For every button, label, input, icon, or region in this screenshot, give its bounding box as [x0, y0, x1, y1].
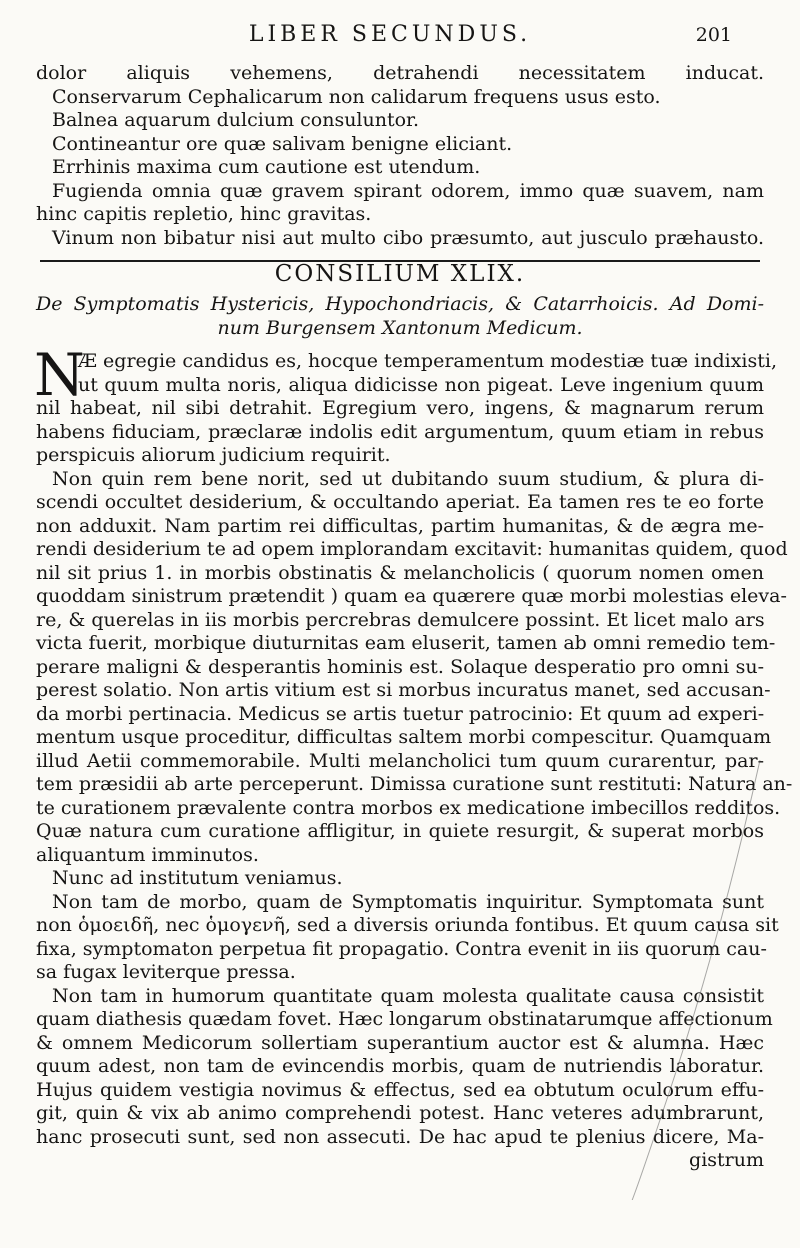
body-line: Non tam in humorum quantitate quam molesta qualitate causa consistit — [52, 984, 764, 1007]
top-section — [36, 62, 764, 250]
body-line: & omnem Medicorum sollertiam superantium auctor est & alumna. Hæc — [36, 1031, 764, 1054]
consilium-title: CONSILIUM XLIX. — [274, 261, 526, 287]
body-line: nil sit prius 1. in morbis obstinatis & melancholicis ( quorum nomen omen — [36, 561, 764, 584]
body-line: illud Aetii commemorabile. Multi melancholici tum quum curarentur, par- — [36, 749, 764, 772]
body-line: quam diathesis quædam fovet. Hæc longarum obstinatarumque affectionum — [36, 1008, 773, 1030]
subtitle-line: De Symptomatis Hystericis, Hypochondriacis, & Catarrhoicis. Ad Domi- — [36, 293, 764, 315]
body-line: Non tam de morbo, quam de Symptomatis inquiritur. Symptomata sunt — [52, 890, 764, 913]
text-line: hinc capitis repletio, hinc gravitas. — [36, 203, 372, 225]
body-line: nil habeat, nil sibi detrahit. Egregium vero, ingens, & magnarum rerum — [36, 397, 764, 419]
text-line: Fugienda omnia quæ gravem spirant odorem, immo quæ suavem, nam — [52, 179, 764, 202]
catchword: gistrum — [689, 1149, 764, 1171]
body-line: hanc prosecuti sunt, sed non assecuti. De hac apud te plenius dicere, Ma- — [36, 1125, 764, 1148]
body-line: aliquantum imminutos. — [36, 843, 259, 866]
page-number: 201 — [695, 24, 732, 46]
running-title: LIBER SECUNDUS. — [248, 22, 532, 47]
body-line: non ὁμοειδῆ, nec ὁμογενῆ, sed a diversis oriunda fontibus. Et quum causa sit — [36, 914, 779, 936]
subtitle-line: num Burgensem Xantonum Medicum. — [217, 317, 583, 339]
body-line: mentum usque proceditur, difficultas saltem morbi compescitur. Quamquam — [36, 726, 772, 748]
body-line: re, & querelas in iis morbis percrebras demulcere possint. Et licet malo ars — [36, 608, 765, 631]
body-line: Quæ natura cum curatione affligitur, in quiete resurgit, & superat morbos — [36, 820, 764, 842]
body-line: ut quum multa noris, aliqua didicisse non pigeat. Leve ingenium quum — [78, 373, 764, 396]
body-line: fixa, symptomaton perpetua fit propagatio. Contra evenit in iis quorum cau- — [36, 937, 767, 960]
body-line: non adduxit. Nam partim rei difficultas, partim humanitas, & de ægra me- — [36, 514, 764, 537]
text-line: Conservarum Cephalicarum non calidarum frequens usus esto. — [52, 85, 661, 108]
body-line: quoddam sinistrum prætendit ) quam ea quærere quæ morbi molestias eleva- — [36, 585, 787, 607]
text-line: Vinum non bibatur nisi aut multo cibo præsumto, aut jusculo præhausto. — [52, 226, 764, 249]
body-line: perare maligni & desperantis hominis est. Solaque desperatio pro omni su- — [36, 655, 764, 678]
body-line: scendi occultet desiderium, & occultando aperiat. Ea tamen res te eo forte — [36, 491, 764, 513]
body-line: perspicuis aliorum judicium requirit. — [36, 444, 391, 466]
text-line: Balnea aquarum dulcium consuluntor. — [52, 109, 420, 131]
text-line: Errhinis maxima cum cautione est utendum. — [52, 156, 481, 178]
body-line: Non quin rem bene norit, sed ut dubitando suum studium, & plura di- — [52, 467, 764, 490]
body-line: te curationem prævalente contra morbos ex medicatione imbecillos redditos. — [36, 796, 781, 819]
body-line: habens fiduciam, præclaræ indolis edit argumentum, quum etiam in rebus — [36, 420, 764, 443]
body-line: git, quin & vix ab animo comprehendi potest. Hanc veteres adumbrarunt, — [36, 1102, 764, 1124]
body-line: Nunc ad institutum veniamus. — [52, 867, 343, 889]
body-line: da morbi pertinacia. Medicus se artis tuetur patrocinio: Et quum ad experi- — [36, 702, 765, 725]
text-line: Contineantur ore quæ salivam benigne eliciant. — [52, 132, 513, 155]
body-line: rendi desiderium te ad opem implorandam excitavit: humanitas quidem, quod — [36, 538, 788, 560]
body-line: Hujus quidem vestigia novimus & effectus, sed ea obtutum oculorum effu- — [36, 1078, 764, 1101]
consilium-subtitle — [36, 292, 764, 340]
body-line: quum adest, non tam de evincendis morbis, quam de nutriendis laboratur. — [36, 1055, 764, 1077]
drop-cap: N — [34, 341, 85, 409]
text-line: dolor aliquis vehemens, detrahendi necessitatem inducat. — [36, 62, 764, 84]
body-line: victa fuerit, morbique diuturnitas eam eluserit, tamen ab omni remedio tem- — [36, 632, 776, 654]
body-line: sa fugax leviterque pressa. — [36, 961, 296, 983]
body-line: tem præsidii ab arte perceperunt. Dimissa curatione sunt restituti: Natura an- — [36, 773, 793, 795]
body-line: Æ egregie candidus es, hocque temperamentum modestiæ tuæ indixisti, — [78, 350, 778, 372]
paper-crease-mark — [630, 760, 770, 1200]
body-line: perest solatio. Non artis vitium est si morbus incuratus manet, sed accusan- — [36, 679, 771, 701]
